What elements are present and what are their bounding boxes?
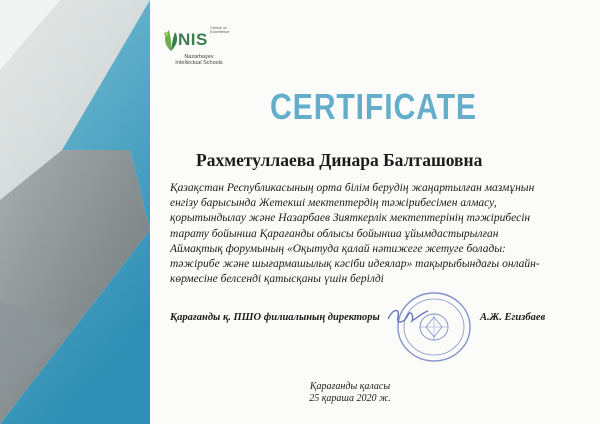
signatory-name: А.Ж. Егизбаев [480,312,546,323]
certificate-body [170,181,556,287]
recipient-name: Рахметуллаева Динара Балташовна [196,150,483,170]
logo-tagline: Centre of Excellence [210,25,230,34]
body-line: көрмесіне белсенді қатысқаны үшін берілді [170,273,384,286]
body-line: тәжірибе және шығармашылық кәсіби идеялар» тақырыбындағы онлайн- [170,258,540,271]
body-line: Аймақтық форумының «Оқытуда қалай нәтижеге жетуге болады: [170,242,506,255]
logo-org-name: Nazarbayev Intellectual Schools [175,54,223,66]
nis-logo [160,24,240,76]
body-line: тарату бойынша Қарағанды облысы бойынша ұйымдастырылған [170,227,499,240]
body-line: қорытындылау және Назарбаев Зияткерлік мектептерінің тәжірибесін [170,212,531,225]
issue-date: 25 қараша 2020 ж. [309,393,391,404]
body-line: енгізу барысында Жетекші мектептердің тәжірибесімен алмасу, [170,197,497,210]
official-stamp [384,287,472,367]
body-line: Қазақстан Республикасының орта білім берудің жаңартылған мазмұнын [170,182,535,194]
signature-label: Қарағанды қ. ПШО филиалының директоры [170,312,380,323]
logo-wordmark: NIS [178,30,208,49]
place-and-date [300,381,400,405]
certificate-title: CERTIFICATE [270,86,477,127]
city: Қарағанды қаласы [309,381,391,392]
